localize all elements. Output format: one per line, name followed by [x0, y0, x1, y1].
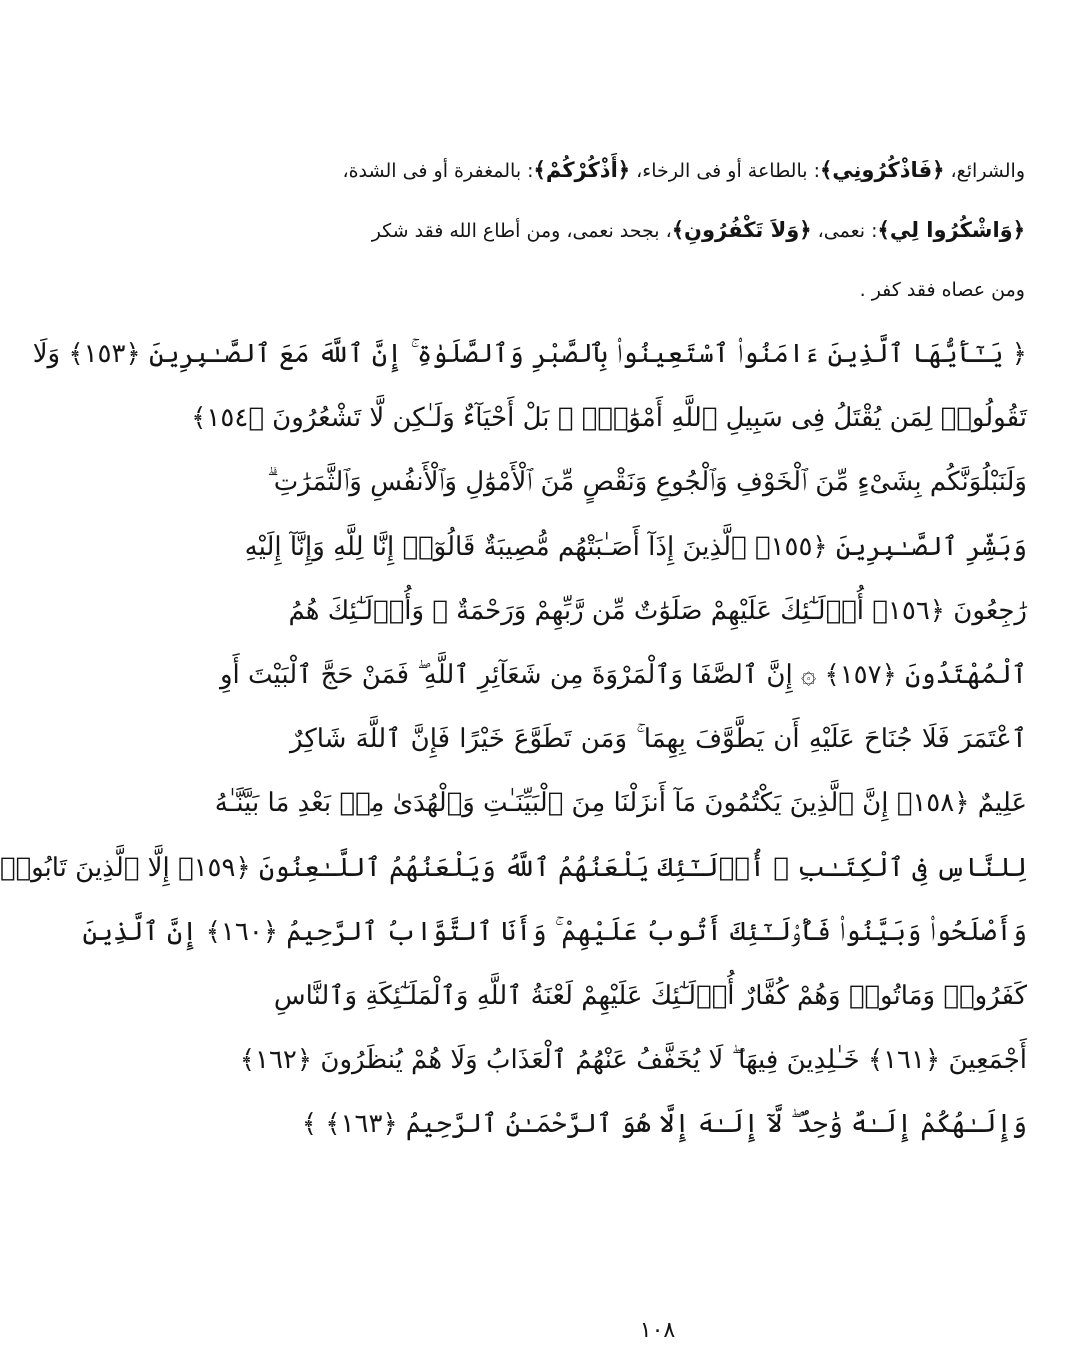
verse-line: وَبَشِّرِ ٱلصَّـٰبِرِينَ ﴿١٥٥﴾ ٱلَّذِينَ إِذَآ أَصَـٰبَتْهُم مُّصِيبَةٌ قَالُوٓا۟ إِنَّا لِلَّهِ وَإِنَّآ إِلَيْهِ — [244, 531, 1027, 562]
verse-line: عَلِيمٌ ﴿١٥٨﴾ إِنَّ ٱلَّذِينَ يَكْتُمُونَ مَآ أَنزَلْنَا مِنَ ٱلْبَيِّنَـٰتِ وَٱلْهُدَىٰ مِنۢ بَعْدِ مَا بَيَّنَّـٰهُ — [214, 788, 1027, 819]
verse-line: رَٰجِعُونَ ﴿١٥٦﴾ أُو۟لَـٰٓئِكَ عَلَيْهِمْ صَلَوَٰتٌ مِّن رَّبِّهِمْ وَرَحْمَةٌ ۖ وَأُو۟لَـٰٓئِكَ هُمُ — [288, 595, 1027, 626]
commentary-line — [300, 260, 1025, 320]
commentary-segment: : نعمى، — [811, 220, 878, 242]
commentary-paragraph — [300, 140, 1025, 320]
verse-line: كَفَرُوا۟ وَمَاتُوا۟ وَهُمْ كُفَّارٌ أُو۟لَـٰٓئِكَ عَلَيْهِمْ لَعْنَةُ ٱللَّهِ وَٱلْمَلَـٰٓئِكَةِ وَٱلنَّاسِ — [273, 980, 1027, 1011]
verse-line: ٱعْتَمَرَ فَلَا جُنَاحَ عَلَيْهِ أَن يَطَّوَّفَ بِهِمَا ۚ وَمَن تَطَوَّعَ خَيْرًا فَإِنَّ ٱللَّهَ شَاكِرٌ — [290, 724, 1027, 755]
commentary-segment: ، بجحد نعمى، ومن أطاع الله فقد شكر — [371, 220, 672, 242]
commentary-line — [300, 200, 1025, 260]
quran-phrase: ﴿فَاذْكُرُونِي﴾ — [819, 158, 945, 182]
verse-line: وَأَصْلَحُوا۟ وَبَيَّنُوا۟ فَأُو۟لَـٰٓئِكَ أَتُوبُ عَلَيْهِمْ ۚ وَأَنَا ٱلتَّوَّابُ ٱلرَّحِيمُ ﴿١٦٠﴾ إِنَّ ٱلَّذِينَ — [82, 916, 1027, 947]
verse-line: لِلنَّاسِ فِى ٱلْكِتَـٰبِ ۙ أُو۟لَـٰٓئِكَ يَلْعَنُهُمُ ٱللَّهُ وَيَلْعَنُهُمُ ٱللَّـٰعِنُونَ ﴿١٥٩﴾ إِلَّا ٱلَّذِينَ تَابُوا۟ — [0, 852, 1027, 883]
verse-line: وَلَنَبْلُوَنَّكُم بِشَىْءٍ مِّنَ ٱلْخَوْفِ وَٱلْجُوعِ وَنَقْصٍ مِّنَ ٱلْأَمْوَٰلِ وَٱلْأَنفُسِ وَٱلثَّمَرَٰتِ ۗ — [267, 467, 1027, 498]
commentary-line — [300, 140, 1025, 200]
verse-line: أَجْمَعِينَ ﴿١٦١﴾ خَـٰلِدِينَ فِيهَا ۖ لَا يُخَفَّفُ عَنْهُمُ ٱلْعَذَابُ وَلَا هُمْ يُنظَرُونَ ﴿١٦٢﴾ — [239, 1045, 1027, 1076]
verse-line: تَقُولُوا۟ لِمَن يُقْتَلُ فِى سَبِيلِ ٱللَّهِ أَمْوَٰتٌۢ ۚ بَلْ أَحْيَآءٌ وَلَـٰكِن لَّا تَشْعُرُونَ ﴿١٥٤﴾ — [191, 403, 1027, 434]
page-number: ١٠٨ — [639, 1318, 676, 1343]
verse-line: ﴿ يَـٰٓأَيُّهَا ٱلَّذِينَ ءَامَنُوا۟ ٱسْتَعِينُوا۟ بِٱلصَّبْرِ وَٱلصَّلَوٰةِ ۚ إِنَّ ٱللَّهَ مَعَ ٱلصَّـٰبِرِينَ ﴿١٥٣﴾ وَلَا — [32, 339, 1027, 369]
quran-phrase: ﴿وَاشْكُرُوا لِي﴾ — [877, 218, 1025, 242]
verse-line: وَإِلَـٰهُكُمْ إِلَـٰهٌ وَٰحِدٌ ۖ لَّآ إِلَـٰهَ إِلَّا هُوَ ٱلرَّحْمَـٰنُ ٱلرَّحِيمُ ﴿١٦٣﴾ ﴾ — [301, 1109, 1027, 1140]
commentary-segment: : بالطاعة أو فى الرخاء، — [630, 160, 820, 182]
quran-verses-block — [0, 322, 1027, 1156]
commentary-segment: : بالمغفرة أو فى الشدة، — [342, 160, 534, 182]
commentary-segment: والشرائع، — [944, 160, 1025, 182]
verse-line: ٱلْمُهْتَدُونَ ﴿١٥٧﴾ ۞ إِنَّ ٱلصَّفَا وَٱلْمَرْوَةَ مِن شَعَآئِرِ ٱللَّهِ ۖ فَمَنْ حَجَّ ٱلْبَيْتَ أَوِ — [219, 659, 1027, 690]
commentary-segment: ومن عصاه فقد كفر . — [859, 279, 1025, 301]
quran-phrase: ﴿أَذْكُرْكُمْ﴾ — [533, 158, 631, 182]
quran-phrase: ﴿وَلاَ تَكْفُرُونِ﴾ — [671, 218, 812, 242]
